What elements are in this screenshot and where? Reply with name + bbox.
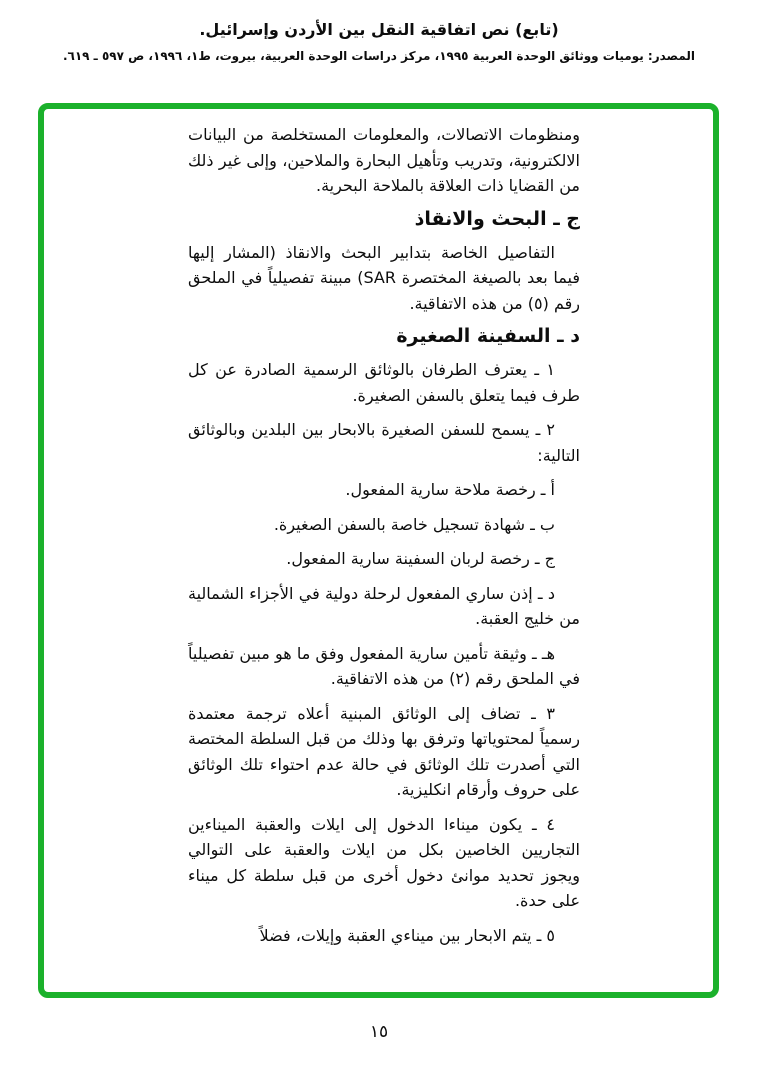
body-paragraph: د ـ إذن ساري المفعول لرحلة دولية في الأجزاء الشمالية من خليج العقبة. (188, 583, 580, 628)
body-paragraph: ١ ـ يعترف الطرفان بالوثائق الرسمية الصادرة عن كل طرف فيما يتعلق بالسفن الصغيرة. (188, 360, 580, 405)
section-heading: د ـ السفينة الصغيرة (396, 325, 580, 347)
body-paragraph: ٥ ـ يتم الابحار بين ميناءي العقبة وإيلات، فضلاً (259, 925, 555, 945)
page-number: ١٥ (369, 1022, 389, 1042)
body-paragraph: ٣ ـ تضاف إلى الوثائق المبنية أعلاه ترجمة معتمدة رسمياً لمحتوياتها وترفق بها وذلك من قبل السلطة المختصة التي أصدرت تلك الوثائق في حالة عدم احتواء تلك الوثائق على حروف وأرقام انكليزية. (188, 703, 580, 799)
body-paragraph: أ ـ رخصة ملاحة سارية المفعول. (345, 480, 555, 499)
body-paragraph: ج ـ رخصة لربان السفينة سارية المفعول. (286, 549, 555, 568)
body-paragraph: ب ـ شهادة تسجيل خاصة بالسفن الصغيرة. (273, 514, 555, 534)
document-body (188, 122, 580, 957)
document-source-line: المصدر: يوميات ووثائق الوحدة العربية ١٩٩٥، مركز دراسات الوحدة العربية، بيروت، ط١، ١٩٩٦، ص ٥٩٧ ـ ٦١٩. (62, 49, 696, 63)
body-paragraph: هـ ـ وثيقة تأمين سارية المفعول وفق ما هو مبين تفصيلياً في الملحق رقم (٢) من هذه الاتفاقية. (188, 643, 580, 688)
body-paragraph: ٤ ـ يكون ميناءا الدخول إلى ايلات والعقبة الميناءين التجاريين الخاصين بكل من ايلات والعقبة على التوالي ويجوز تحديد موانئ دخول أخرى من قبل سلطة كل ميناء على حدة. (188, 814, 580, 910)
section-heading: ج ـ البحث والانقاذ (414, 207, 580, 230)
document-header-title: (تابع) نص اتفاقية النقل بين الأردن وإسرائيل. (199, 20, 559, 39)
document-header (0, 20, 758, 63)
body-paragraph: ومنظومات الاتصالات، والمعلومات المستخلصة من البيانات الالكترونية، وتدريب وتأهيل البحارة والملاحين، وإلى غير ذلك من القضايا ذات العلاقة بالملاحة البحرية. (188, 125, 580, 195)
body-paragraph: التفاصيل الخاصة بتدابير البحث والانقاذ (المشار إليها فيما بعد بالصيغة المختصرة SAR) مبينة تفصيلياً في الملحق رقم (٥) من هذه الاتفاقية. (188, 242, 580, 313)
body-paragraph: ٢ ـ يسمح للسفن الصغيرة بالابحار بين البلدين وبالوثائق التالية: (188, 420, 580, 465)
